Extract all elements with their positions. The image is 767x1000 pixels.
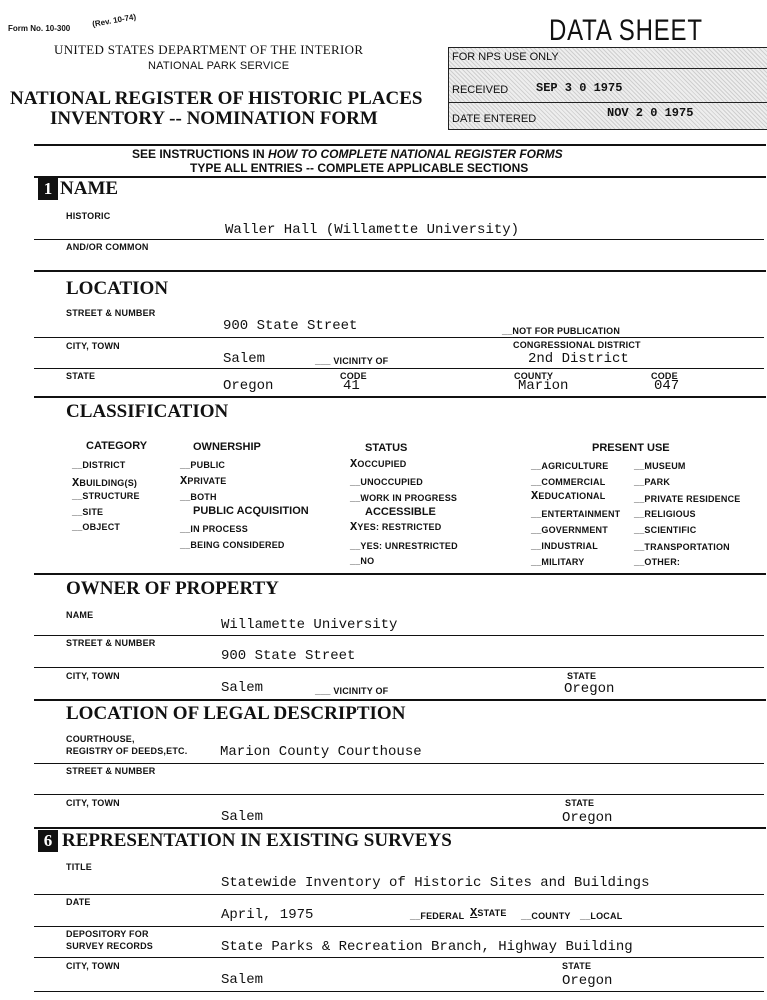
instructions-text: SEE INSTRUCTIONS IN bbox=[132, 147, 269, 161]
legal-state-value: Oregon bbox=[562, 810, 613, 826]
divider bbox=[34, 176, 766, 178]
checkmark: X bbox=[350, 520, 358, 534]
courthouse-value: Marion County Courthouse bbox=[220, 744, 422, 760]
revision-note: (Rev. 10-74) bbox=[91, 12, 137, 29]
status-unoccupied: __UNOCCUPIED bbox=[350, 477, 423, 487]
divider bbox=[34, 573, 766, 575]
vicinity-label: ___ VICINITY OF bbox=[315, 356, 389, 366]
accessible-restricted-label: YES: RESTRICTED bbox=[357, 522, 442, 532]
use-agriculture: __AGRICULTURE bbox=[531, 461, 609, 471]
accessible-restricted bbox=[350, 520, 441, 534]
use-transportation: __TRANSPORTATION bbox=[634, 542, 730, 552]
form-title-line1: NATIONAL REGISTER OF HISTORIC PLACES bbox=[10, 88, 423, 109]
divider bbox=[34, 144, 766, 146]
category-heading: CATEGORY bbox=[86, 440, 148, 452]
ownership-both: __BOTH bbox=[180, 492, 217, 502]
use-commercial: __COMMERCIAL bbox=[531, 477, 606, 487]
divider bbox=[34, 957, 764, 958]
divider bbox=[34, 667, 764, 668]
state-code-label: CODE bbox=[340, 371, 367, 381]
section-number: 1 bbox=[38, 178, 58, 200]
state-code-value: 41 bbox=[343, 378, 360, 394]
nps-use-label: FOR NPS USE ONLY bbox=[452, 51, 559, 63]
ownership-private-label: PRIVATE bbox=[187, 476, 227, 486]
use-private-residence: __PRIVATE RESIDENCE bbox=[634, 494, 741, 504]
divider bbox=[34, 635, 764, 636]
category-building bbox=[72, 476, 137, 490]
survey-city-value: Salem bbox=[221, 972, 264, 988]
acquisition-in-process: __IN PROCESS bbox=[180, 524, 248, 534]
accessible-no: __NO bbox=[350, 556, 375, 566]
status-occupied bbox=[350, 457, 407, 471]
use-religious: __RELIGIOUS bbox=[634, 509, 696, 519]
date-entered-stamp: NOV 2 0 1975 bbox=[607, 106, 694, 120]
state-label: STATE bbox=[66, 371, 96, 381]
section-legal-heading: LOCATION OF LEGAL DESCRIPTION bbox=[66, 703, 406, 724]
received-label: RECEIVED bbox=[452, 84, 509, 96]
survey-state-label: STATE bbox=[562, 961, 592, 971]
use-entertainment: __ENTERTAINMENT bbox=[531, 509, 621, 519]
divider bbox=[34, 239, 764, 240]
ownership-private bbox=[180, 474, 226, 488]
survey-federal: __FEDERAL bbox=[410, 911, 465, 921]
common-name-label: AND/OR COMMON bbox=[66, 242, 149, 252]
city-value: Salem bbox=[223, 351, 266, 367]
form-number: Form No. 10-300 bbox=[8, 24, 71, 33]
date-entered-label: DATE ENTERED bbox=[452, 113, 537, 125]
use-park: __PARK bbox=[634, 477, 671, 487]
checkmark: X bbox=[350, 457, 358, 471]
not-for-publication: __NOT FOR PUBLICATION bbox=[502, 326, 621, 336]
use-other: __OTHER: bbox=[634, 557, 681, 567]
owner-name-value: Willamette University bbox=[221, 617, 398, 633]
street-value: 900 State Street bbox=[223, 318, 358, 334]
status-occupied-label: OCCUPIED bbox=[357, 459, 407, 469]
checkmark: X bbox=[531, 489, 539, 503]
instructions-line1 bbox=[132, 147, 563, 161]
nps-use-box bbox=[448, 47, 767, 130]
depository-label-line2: SURVEY RECORDS bbox=[66, 941, 153, 951]
owner-state-value: Oregon bbox=[564, 681, 615, 697]
owner-street-value: 900 State Street bbox=[221, 648, 356, 664]
data-sheet-stamp: DATA SHEET bbox=[549, 14, 703, 47]
ownership-public: __PUBLIC bbox=[180, 460, 226, 470]
divider bbox=[34, 763, 764, 764]
legal-state-label: STATE bbox=[565, 798, 595, 808]
section-name-heading bbox=[38, 178, 118, 200]
state-value: Oregon bbox=[223, 378, 274, 394]
divider bbox=[34, 894, 764, 895]
acquisition-being-considered: __BEING CONSIDERED bbox=[180, 540, 285, 550]
instructions-line2: TYPE ALL ENTRIES -- COMPLETE APPLICABLE SECTIONS bbox=[190, 161, 529, 175]
divider bbox=[34, 991, 764, 992]
category-object: __OBJECT bbox=[72, 522, 121, 532]
section-number: 6 bbox=[38, 830, 58, 852]
section-title: REPRESENTATION IN EXISTING SURVEYS bbox=[62, 830, 452, 851]
county-value: Marion bbox=[518, 378, 569, 394]
survey-state bbox=[470, 906, 507, 920]
survey-title-label: TITLE bbox=[66, 862, 92, 872]
accessible-unrestricted: __YES: UNRESTRICTED bbox=[350, 541, 458, 551]
registry-label: REGISTRY OF DEEDS,ETC. bbox=[66, 746, 188, 756]
category-building-label: BUILDING(S) bbox=[79, 478, 138, 488]
survey-title-value: Statewide Inventory of Historic Sites and Buildings bbox=[221, 875, 650, 891]
legal-city-value: Salem bbox=[221, 809, 264, 825]
depository-value: State Parks & Recreation Branch, Highway Building bbox=[221, 939, 633, 955]
depository-label-line1: DEPOSITORY FOR bbox=[66, 929, 149, 939]
survey-state-value: Oregon bbox=[562, 973, 613, 989]
category-site: __SITE bbox=[72, 507, 104, 517]
use-museum: __MUSEUM bbox=[634, 461, 686, 471]
section-title: NAME bbox=[60, 178, 119, 199]
instructions-reference: HOW TO COMPLETE NATIONAL REGISTER FORMS bbox=[268, 147, 563, 161]
divider bbox=[34, 270, 766, 272]
owner-name-label: NAME bbox=[66, 610, 94, 620]
owner-vicinity-label: ___ VICINITY OF bbox=[315, 686, 389, 696]
service: NATIONAL PARK SERVICE bbox=[148, 60, 290, 72]
congressional-district-label: CONGRESSIONAL DISTRICT bbox=[513, 340, 641, 350]
category-structure: __STRUCTURE bbox=[72, 491, 140, 501]
historic-name: Waller Hall (Willamette University) bbox=[225, 222, 520, 238]
street-label: STREET & NUMBER bbox=[66, 308, 156, 318]
use-scientific: __SCIENTIFIC bbox=[634, 525, 697, 535]
divider bbox=[34, 926, 764, 927]
divider bbox=[34, 396, 766, 398]
survey-date-label: DATE bbox=[66, 897, 91, 907]
section-classification-heading: CLASSIFICATION bbox=[66, 401, 229, 422]
department: UNITED STATES DEPARTMENT OF THE INTERIOR bbox=[54, 42, 364, 57]
divider bbox=[449, 102, 767, 103]
survey-city-label: CITY, TOWN bbox=[66, 961, 120, 971]
section-location-heading: LOCATION bbox=[66, 278, 169, 299]
survey-county: __COUNTY bbox=[521, 911, 571, 921]
divider bbox=[449, 68, 767, 69]
checkmark: X bbox=[72, 476, 80, 490]
status-work-in-progress: __WORK IN PROGRESS bbox=[350, 493, 458, 503]
city-label: CITY, TOWN bbox=[66, 341, 120, 351]
accessible-heading: ACCESSIBLE bbox=[365, 506, 436, 518]
courthouse-label: COURTHOUSE, bbox=[66, 734, 135, 744]
owner-street-label: STREET & NUMBER bbox=[66, 638, 156, 648]
checkmark: X bbox=[470, 906, 478, 920]
use-military: __MILITARY bbox=[531, 557, 585, 567]
legal-street-label: STREET & NUMBER bbox=[66, 766, 156, 776]
received-stamp: SEP 3 0 1975 bbox=[536, 81, 623, 95]
owner-state-label: STATE bbox=[567, 671, 597, 681]
county-code-value: 047 bbox=[654, 378, 680, 394]
use-educational-label: EDUCATIONAL bbox=[538, 491, 606, 501]
county-label: COUNTY bbox=[514, 371, 554, 381]
present-use-heading: PRESENT USE bbox=[592, 442, 670, 454]
status-heading: STATUS bbox=[365, 442, 408, 454]
checkmark: X bbox=[180, 474, 188, 488]
county-code-label: CODE bbox=[651, 371, 678, 381]
divider bbox=[34, 827, 766, 829]
category-district: __DISTRICT bbox=[72, 460, 126, 470]
ownership-heading: OWNERSHIP bbox=[193, 441, 261, 453]
owner-city-label: CITY, TOWN bbox=[66, 671, 120, 681]
survey-local: __LOCAL bbox=[580, 911, 623, 921]
form-title-line2: INVENTORY -- NOMINATION FORM bbox=[50, 108, 378, 129]
divider bbox=[34, 337, 764, 338]
section-owner-heading: OWNER OF PROPERTY bbox=[66, 578, 279, 599]
survey-date-value: April, 1975 bbox=[221, 907, 314, 923]
congressional-district-value: 2nd District bbox=[528, 351, 629, 367]
divider bbox=[34, 368, 764, 369]
section-surveys-heading bbox=[38, 830, 452, 852]
public-acquisition-heading: PUBLIC ACQUISITION bbox=[193, 505, 309, 517]
survey-state-label: STATE bbox=[477, 908, 507, 918]
owner-city-value: Salem bbox=[221, 680, 264, 696]
use-government: __GOVERNMENT bbox=[531, 525, 608, 535]
divider bbox=[34, 699, 766, 701]
historic-label: HISTORIC bbox=[66, 211, 111, 221]
divider bbox=[34, 794, 764, 795]
use-educational bbox=[531, 489, 605, 503]
legal-city-label: CITY, TOWN bbox=[66, 798, 120, 808]
use-industrial: __INDUSTRIAL bbox=[531, 541, 598, 551]
